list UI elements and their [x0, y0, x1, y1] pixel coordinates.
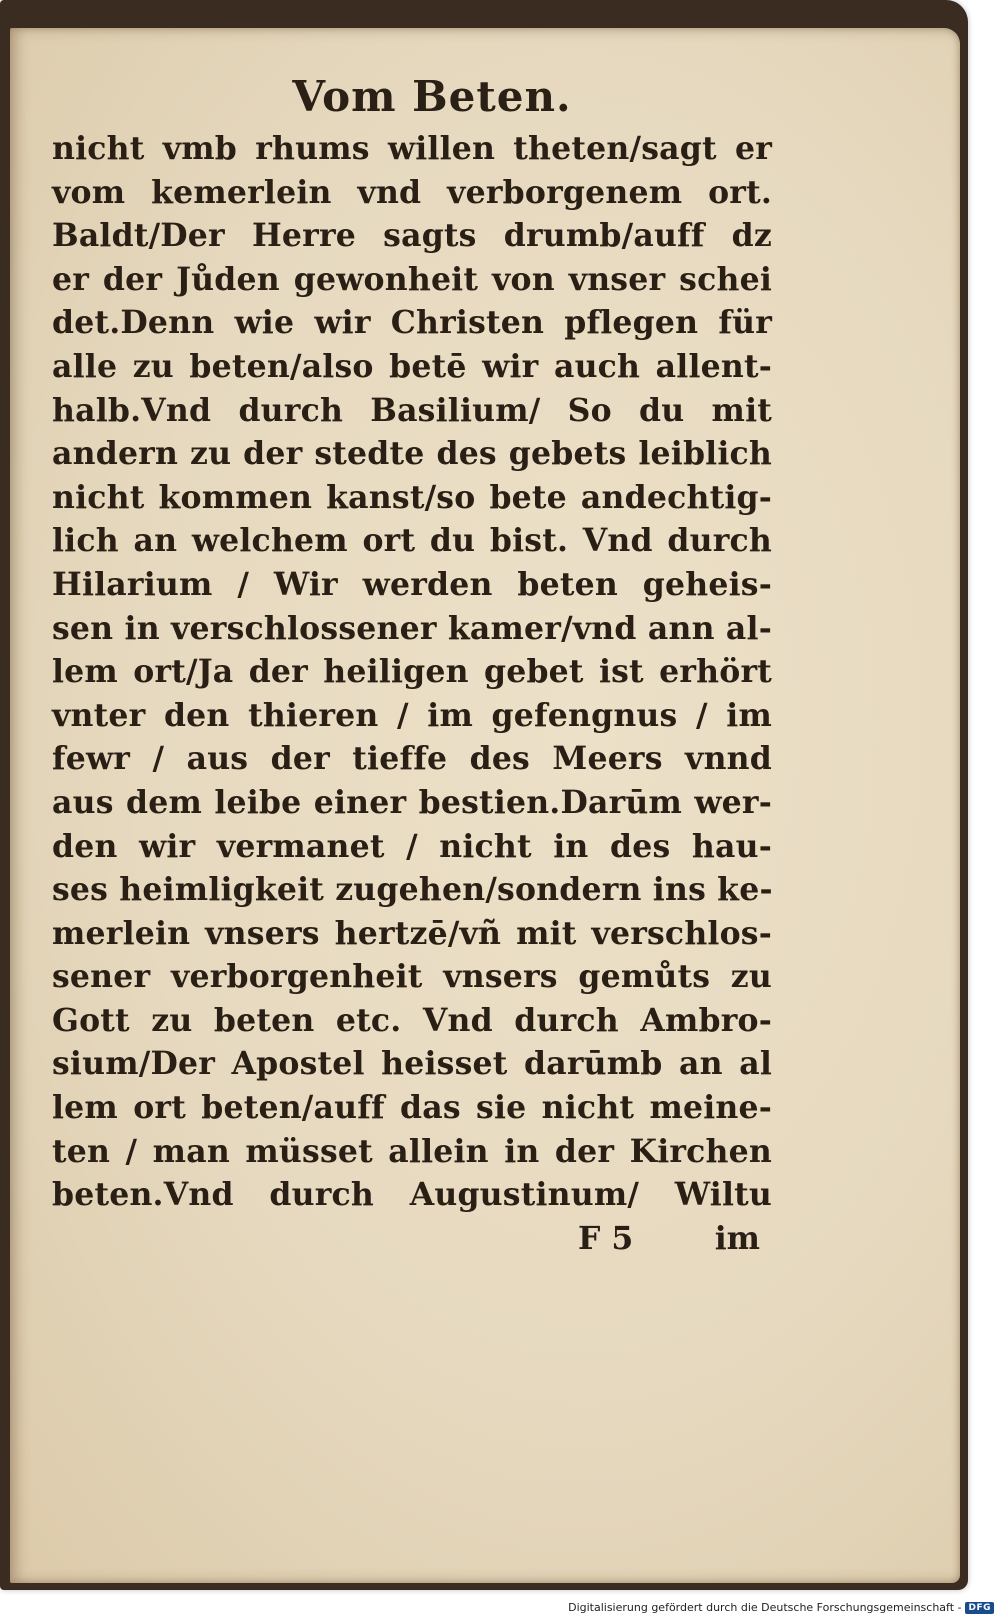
catchword: im [714, 1219, 760, 1257]
text-line: ses heimligkeit zugehen/sondern ins ke- [52, 871, 773, 909]
text-line: den wir vermanet / nicht in des hau- [52, 827, 772, 865]
text-line: vom kemerlein vnd verborgenem ort. [52, 173, 772, 211]
text-line: Hilarium / Wir werden beten geheis- [52, 565, 772, 603]
text-line: sen in verschlossener kamer/vnd ann al- [52, 609, 772, 647]
text-line: halb.Vnd durch Basilium/ So du mit [52, 391, 772, 429]
signature-mark: F 5 [578, 1219, 634, 1257]
dfg-logo: DFG [965, 1602, 994, 1614]
footer-credit: Digitalisierung gefördert durch die Deutsche Forschungsgemeinschaft - [568, 1601, 962, 1614]
digitization-footer [568, 1601, 994, 1614]
text-line: andern zu der stedte des gebets leiblich [52, 435, 772, 473]
text-line: er der Jůden gewonheit von vnser schei [52, 260, 772, 298]
text-line: ten / man müsset allein in der Kirchen [52, 1132, 772, 1170]
text-line: nicht kommen kanst/so bete andechtig- [52, 478, 772, 516]
text-line: aus dem leibe einer bestien.Darūm wer- [52, 783, 772, 821]
text-line: sener verborgenheit vnsers gemůts zu [52, 958, 772, 996]
text-block [52, 127, 772, 1217]
text-line: sium/Der Apostel heisset darūmb an al [52, 1045, 772, 1083]
text-line: lem ort beten/auff das sie nicht meine- [52, 1089, 772, 1127]
page-content [52, 72, 772, 1261]
text-line: beten.Vnd durch Augustinum/ Wiltu [52, 1176, 772, 1214]
text-line: lem ort/Ja der heiligen gebet ist erhört [52, 653, 772, 691]
catchline [52, 1217, 772, 1261]
book-page [10, 28, 960, 1583]
text-line: merlein vnsers hertzē/vñ mit verschlos- [52, 914, 772, 952]
text-line: alle zu beten/also betē wir auch allent- [52, 347, 772, 385]
running-head: Vom Beten. [292, 72, 572, 121]
text-line: Gott zu beten etc. Vnd durch Ambro- [52, 1001, 772, 1039]
text-line: nicht vmb rhums willen theten/sagt er [52, 130, 772, 167]
text-line: fewr / aus der tieffe des Meers vnnd [52, 740, 772, 778]
text-line: Baldt/Der Herre sagts drumb/auff dz [52, 217, 772, 255]
text-line: lich an welchem ort du bist. Vnd durch [52, 522, 772, 560]
text-line: det.Denn wie wir Christen pflegen für [52, 304, 772, 342]
text-line: vnter den thieren / im gefengnus / im [52, 696, 772, 734]
